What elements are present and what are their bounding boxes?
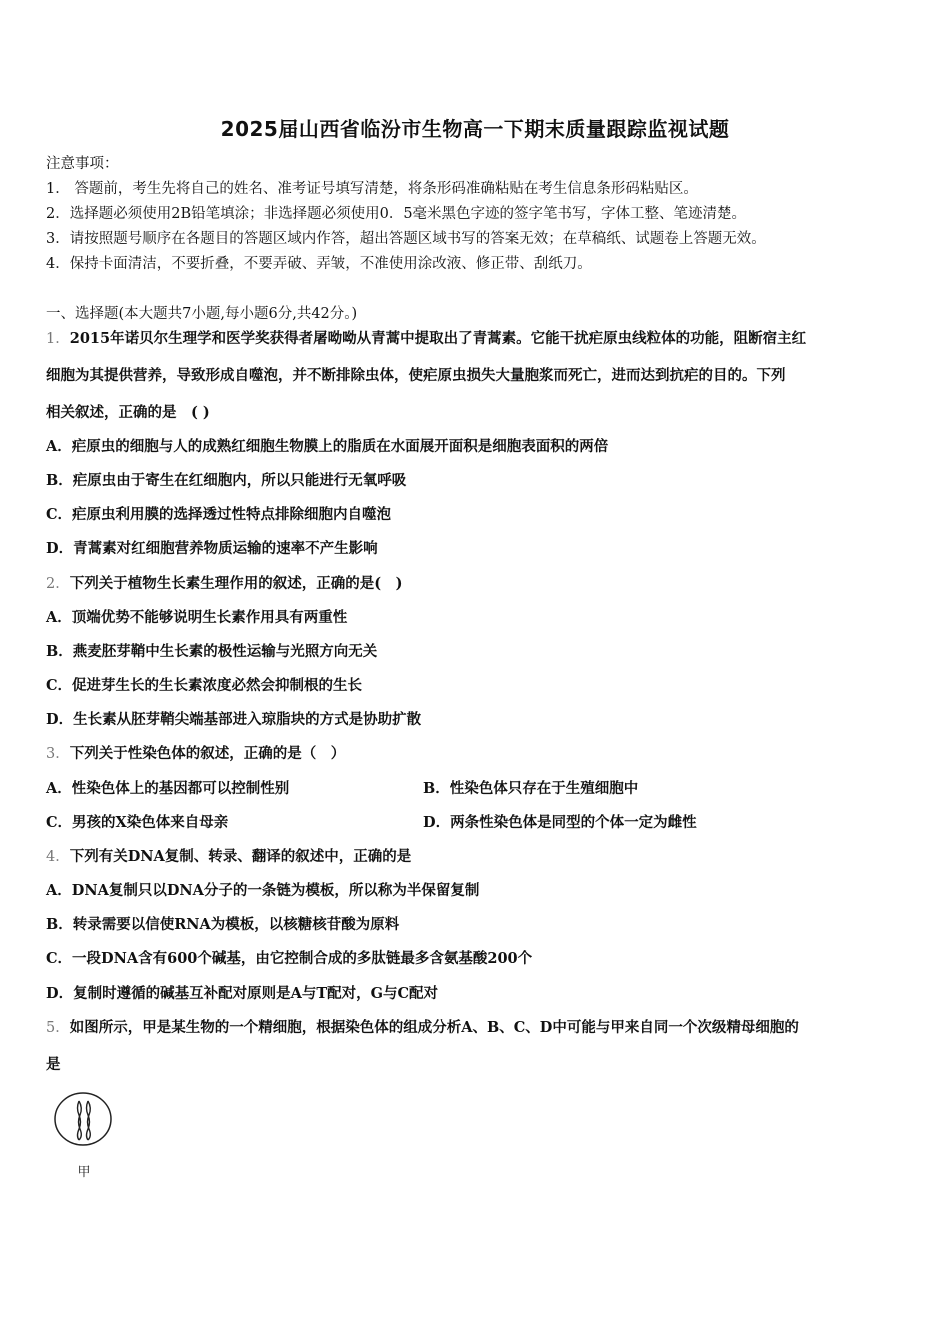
cell-figure — [50, 1088, 120, 1183]
question-5-line: 是 — [46, 1056, 61, 1073]
figure-label: 甲 — [77, 1165, 91, 1180]
notice-item: 2．选择题必须使用2B铅笔填涂；非选择题必须使用0．5毫米黑色字迹的签字笔书写，字体工整、笔迹清楚。 — [46, 206, 747, 222]
question-number: 5． — [46, 1020, 70, 1036]
question-5-line — [46, 1016, 799, 1037]
question-text: 下列关于植物生长素生理作用的叙述，正确的是( ) — [69, 575, 403, 592]
question-number: 4． — [46, 849, 70, 865]
option-d: D．复制时遵循的碱基互补配对原则是A与T配对，G与C配对 — [46, 985, 439, 1002]
option-b: B．转录需要以信使RNA为模板，以核糖核苷酸为原料 — [46, 916, 400, 933]
option-a: A．性染色体上的基因都可以控制性别 — [46, 780, 290, 797]
option-b: B．疟原虫由于寄生在红细胞内，所以只能进行无氧呼吸 — [46, 472, 407, 489]
cell-membrane — [55, 1093, 111, 1145]
notice-heading: 注意事项： — [46, 156, 119, 172]
option-c: C．促进芽生长的生长素浓度必然会抑制根的生长 — [46, 677, 363, 694]
option-d: D．两条性染色体是同型的个体一定为雌性 — [423, 814, 697, 831]
option-b: B．性染色体只存在于生殖细胞中 — [423, 780, 639, 797]
question-2-line — [46, 572, 402, 593]
option-d: D．青蒿素对红细胞营养物质运输的速率不产生影响 — [46, 540, 378, 557]
option-a: A．DNA复制只以DNA分子的一条链为模板，所以称为半保留复制 — [46, 882, 480, 899]
option-row — [46, 811, 906, 832]
notice-item: 3．请按照题号顺序在各题目的答题区域内作答，超出答题区域书写的答案无效；在草稿纸、试题卷上答题无效。 — [46, 231, 766, 247]
option-c: C．一段DNA含有600个碱基，由它控制合成的多肽链最多含氨基酸200个 — [46, 950, 533, 967]
question-1-line — [46, 327, 806, 348]
option-c: C．疟原虫利用膜的选择透过性特点排除细胞内自噬泡 — [46, 506, 392, 523]
option-c: C．男孩的X染色体来自母亲 — [46, 814, 229, 831]
question-number: 2． — [46, 576, 70, 592]
option-b: B．燕麦胚芽鞘中生长素的极性运输与光照方向无关 — [46, 643, 378, 660]
question-number: 1． — [46, 331, 70, 347]
sperm-cell-diagram — [50, 1088, 120, 1183]
question-number: 3． — [46, 746, 70, 762]
question-text: 下列关于性染色体的叙述，正确的是（ ） — [69, 745, 346, 762]
question-1-line: 细胞为其提供营养，导致形成自噬泡，并不断排除虫体，使疟原虫损失大量胞浆而死亡，进而达到抗疟的目的。下列 — [46, 367, 786, 384]
question-4-line — [46, 845, 411, 866]
notice-item: 1． 答题前，考生先将自己的姓名、准考证号填写清楚，将条形码准确粘贴在考生信息条形码粘贴区。 — [46, 181, 698, 197]
section-heading: 一、选择题(本大题共7小题,每小题6分,共42分。) — [46, 306, 358, 322]
question-text: 如图所示，甲是某生物的一个精细胞，根据染色体的组成分析A、B、C、D中可能与甲来自同一个次级精母细胞的 — [69, 1019, 799, 1036]
question-1-line: 相关叙述，正确的是 ( ) — [46, 404, 210, 421]
page-title: 2025届山西省临汾市生物高一下期末质量跟踪监视试题 — [220, 117, 730, 141]
option-row — [46, 777, 906, 798]
question-text: 2015年诺贝尔生理学和医学奖获得者屠呦呦从青蒿中提取出了青蒿素。它能干扰疟原虫线粒体的功能，阻断宿主红 — [69, 330, 807, 347]
question-3-line — [46, 742, 345, 763]
notice-item: 4．保持卡面清洁，不要折叠，不要弄破、弄皱，不准使用涂改液、修正带、刮纸刀。 — [46, 256, 592, 272]
option-d: D．生长素从胚芽鞘尖端基部进入琼脂块的方式是协助扩散 — [46, 711, 422, 728]
question-text: 下列有关DNA复制、转录、翻译的叙述中，正确的是 — [69, 848, 412, 865]
option-a: A．顶端优势不能够说明生长素作用具有两重性 — [46, 609, 348, 626]
option-a: A．疟原虫的细胞与人的成熟红细胞生物膜上的脂质在水面展开面积是细胞表面积的两倍 — [46, 438, 609, 455]
